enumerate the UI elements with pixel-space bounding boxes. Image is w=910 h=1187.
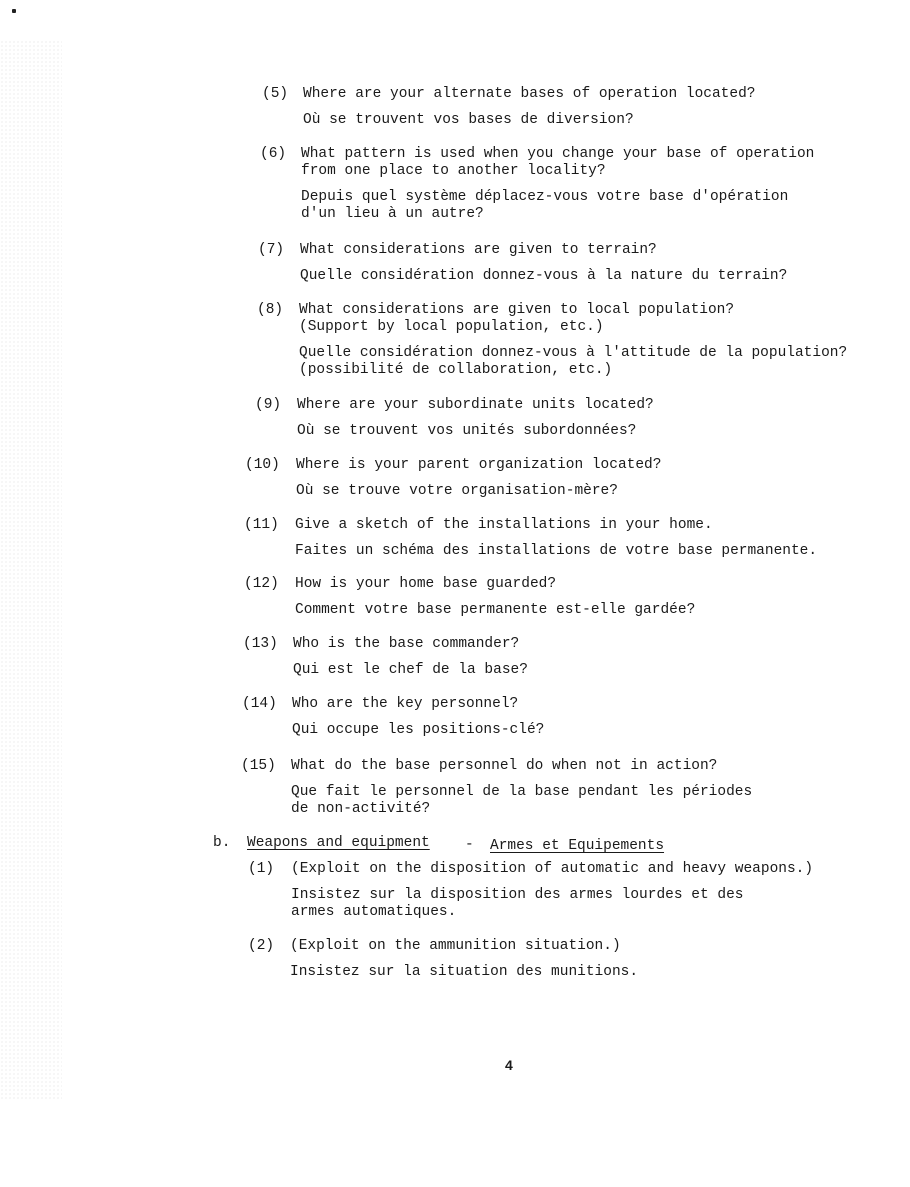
question-french: Où se trouvent vos bases de diversion? [303,112,634,128]
question-english: (Exploit on the ammunition situation.) [290,938,621,954]
question-english: How is your home base guarded? [295,576,557,592]
question-french: Faites un schéma des installations de votre base permanente. [295,543,818,559]
question-english: Who are the key personnel? [292,696,519,712]
item-number: (7) [258,242,285,258]
question-french: Que fait le personnel de la base pendant les périodes [291,784,753,800]
section-dash: - [465,837,474,853]
question-french: Qui est le chef de la base? [293,662,528,678]
question-english: What do the base personnel do when not in action? [291,758,718,774]
question-english: What considerations are given to terrain? [300,242,657,258]
section-title-fr: Armes et Equipements [490,838,665,854]
question-french: de non-activité? [291,801,431,817]
question-english: (Support by local population, etc.) [299,319,604,335]
item-number: (14) [242,696,277,712]
question-french: Qui occupe les positions-clé? [292,722,545,738]
page-number: 4 [505,1057,513,1073]
item-number: (11) [244,517,279,533]
section-letter: b. [213,835,231,851]
question-english: Give a sketch of the installations in your home. [295,517,713,533]
scan-speck [12,9,16,13]
question-french: Insistez sur la disposition des armes lourdes et des [291,887,744,903]
item-number: (8) [257,302,284,318]
question-french: (possibilité de collaboration, etc.) [299,362,613,378]
item-number: (10) [245,457,280,473]
item-number: (2) [248,938,275,954]
item-number: (13) [243,636,278,652]
question-french: Depuis quel système déplacez-vous votre base d'opération [301,189,789,205]
item-number: (5) [262,86,289,102]
question-english: (Exploit on the disposition of automatic and heavy weapons.) [291,861,814,877]
question-english: from one place to another locality? [301,163,606,179]
question-french: Quelle considération donnez-vous à l'attitude de la population? [299,345,848,361]
question-french: Quelle considération donnez-vous à la nature du terrain? [300,268,788,284]
question-french: Comment votre base permanente est-elle gardée? [295,602,696,618]
item-number: (1) [248,861,275,877]
question-english: Where are your alternate bases of operation located? [303,86,756,102]
question-english: Where are your subordinate units located? [297,397,654,413]
question-french: d'un lieu à un autre? [301,206,484,222]
item-number: (12) [244,576,279,592]
question-english: Where is your parent organization located? [296,457,662,473]
question-english: What pattern is used when you change your base of operation [301,146,815,162]
item-number: (6) [260,146,287,162]
question-english: Who is the base commander? [293,636,520,652]
item-number: (15) [241,758,276,774]
section-title-en: Weapons and equipment [247,835,430,851]
question-french: Où se trouvent vos unités subordonnées? [297,423,637,439]
question-french: Insistez sur la situation des munitions. [290,964,639,980]
question-english: What considerations are given to local population? [299,302,735,318]
scan-margin-noise [0,40,62,1100]
item-number: (9) [255,397,282,413]
question-french: armes automatiques. [291,904,457,920]
question-french: Où se trouve votre organisation-mère? [296,483,618,499]
